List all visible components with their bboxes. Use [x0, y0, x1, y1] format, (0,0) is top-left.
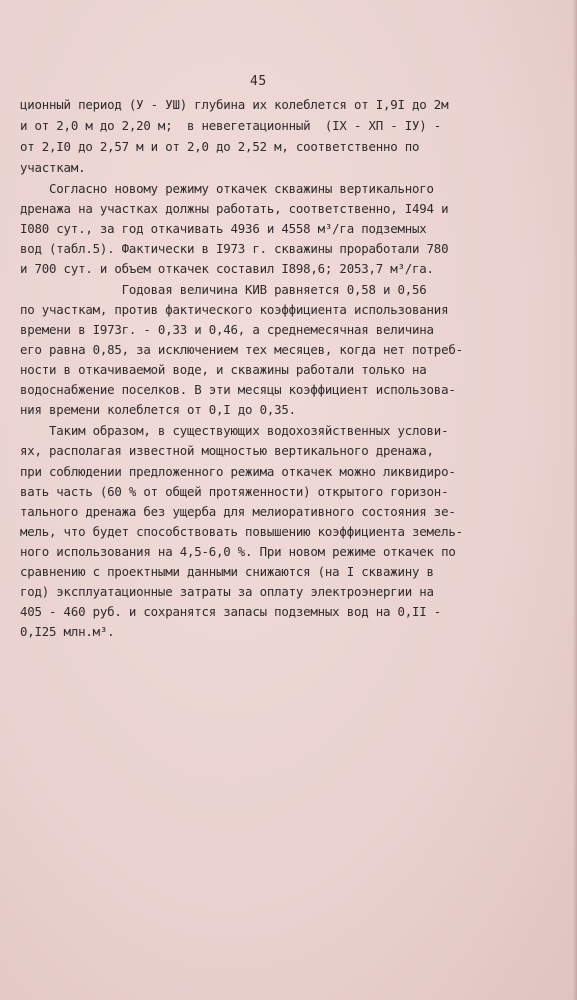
- text-line: I080 сут., за год откачивать 4936 и 4558 м³/га подземных: [20, 221, 427, 236]
- text-line: по участкам, против фактического коэффициента использования: [20, 302, 449, 317]
- text-line: при соблюдении предложенного режима откачек можно ликвидиро-: [20, 464, 456, 479]
- text-line: сравнению с проектными данными снижаются (на I скважину в: [20, 564, 434, 579]
- text-line: 405 - 460 руб. и сохранятся запасы подземных вод на 0,II -: [20, 604, 442, 619]
- text-line: от 2,I0 до 2,57 м и от 2,0 до 2,52 м, соответственно по: [20, 139, 420, 154]
- text-line: участкам.: [20, 160, 86, 175]
- text-line: ния времени колеблется от 0,I до 0,35.: [20, 402, 296, 417]
- text-line: мель, что будет способствовать повышению коэффициента земель-: [20, 524, 463, 539]
- text-line: ности в откачиваемой воде, и скважины работали только на: [20, 362, 427, 377]
- text-line: вод (табл.5). Фактически в I973 г. скважины проработали 780: [20, 241, 449, 256]
- text-line: ного использования на 4,5-6,0 %. При новом режиме откачек по: [20, 544, 456, 559]
- text-line: Годовая величина КИВ равняется 0,58 и 0,56: [20, 282, 427, 297]
- text-line: 0,I25 млн.м³.: [20, 624, 115, 639]
- text-line: Согласно новому режиму откачек скважины вертикального: [20, 181, 434, 196]
- text-line: вать часть (60 % от общей протяженности) открытого горизон-: [20, 484, 449, 499]
- text-line: водоснабжение поселков. В эти месяцы коэффициент использова-: [20, 382, 456, 397]
- text-line: год) эксплуатационные затраты за оплату электроэнергии на: [20, 584, 434, 599]
- text-line: тального дренажа без ущерба для мелиоративного состояния зе-: [20, 504, 456, 519]
- text-line: и 700 сут. и объем откачек составил I898,6; 2053,7 м³/га.: [20, 261, 434, 276]
- text-line: его равна 0,85, за исключением тех месяцев, когда нет потреб-: [20, 342, 463, 357]
- text-line: Таким образом, в существующих водохозяйственных услови-: [20, 423, 449, 438]
- page-edge-shadow: [573, 0, 577, 1000]
- text-line: времени в I973г. - 0,33 и 0,46, а среднемесячная величина: [20, 322, 434, 337]
- text-line: и от 2,0 м до 2,20 м; в невегетационный (IX - ХП - IУ) -: [20, 118, 442, 133]
- text-line: ционный период (У - УШ) глубина их колеблется от I,9I до 2м: [20, 97, 449, 112]
- text-line: дренажа на участках должны работать, соответственно, I494 и: [20, 201, 449, 216]
- text-line: ях, располагая известной мощностью вертикального дренажа,: [20, 443, 434, 458]
- page-number: 45: [250, 74, 267, 89]
